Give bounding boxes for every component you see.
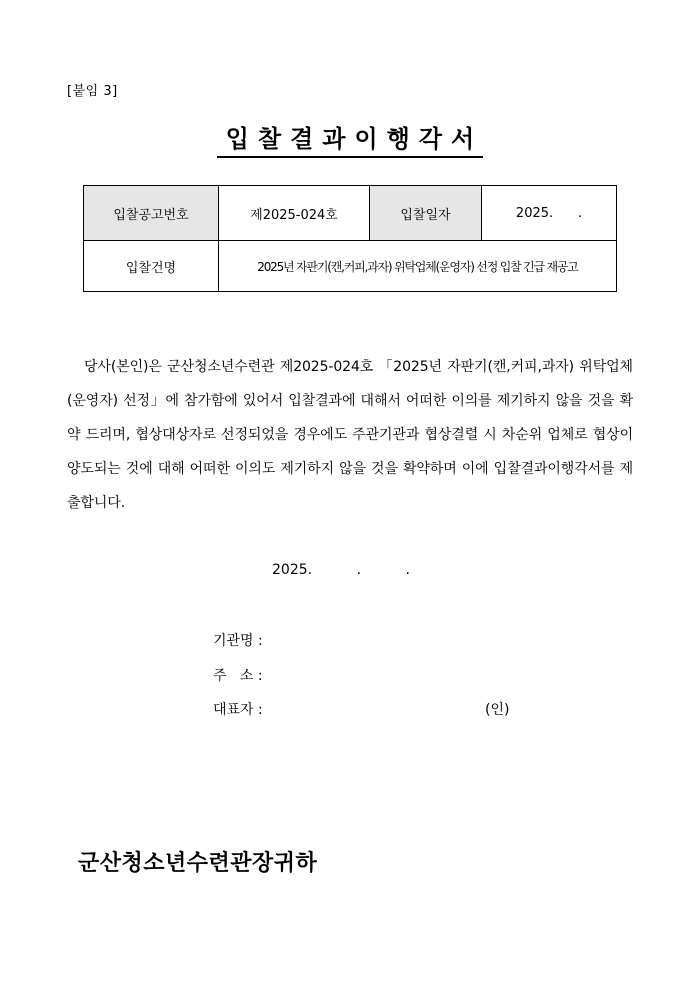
notice-number-value: 제2025-024호 <box>219 186 370 241</box>
recipient-line: 군산청소년수련관장귀하 <box>78 851 318 876</box>
bid-date-text: 2025. . <box>515 205 583 221</box>
representative-row <box>213 699 277 719</box>
org-name-label: 기관명 : <box>213 633 263 649</box>
seal-label: (인) <box>485 702 510 718</box>
address-label: 주 소 : <box>213 668 263 684</box>
pledge-body-text: 당사(본인)은 군산청소년수련관 제2025-024호 「2025년 자판기(캔,커피,과자) 위탁업체(운영자) 선정」에 참가함에 있어서 입찰결과에 대해서 어떠한 이의를 제기하지 않을 것을 확약 드리며, 협상대상자로 선정되었을 경우에도 주관기관과 협상결렬 시 차순위 업체로 협상이 양도되는 것에 대해 어떠한 이의도 제기하지 않을 것을 확약하며 이에 입찰결과이행각서를 제출합니다. <box>67 359 633 511</box>
notice-number-label: 입찰공고번호 <box>84 186 219 241</box>
attachment-label: [붙임 3] <box>67 84 118 99</box>
table-row <box>84 241 617 292</box>
document-title: 입찰결과이행각서 <box>217 124 483 158</box>
bid-subject-label: 입찰건명 <box>84 241 219 292</box>
bid-date-label: 입찰일자 <box>370 186 482 241</box>
org-name-row <box>213 630 277 650</box>
address-row <box>213 665 277 685</box>
bid-info-table <box>83 185 617 292</box>
representative-label: 대표자 : <box>213 702 263 718</box>
submission-date: 2025. . . <box>272 562 410 578</box>
bid-date-value <box>482 186 617 241</box>
document-title-wrapper <box>0 124 700 158</box>
table-row <box>84 186 617 241</box>
bid-subject-value: 2025년 자판기(캔,커피,과자) 위탁업체(운영자) 선정 입찰 긴급 재공고 <box>219 241 617 292</box>
